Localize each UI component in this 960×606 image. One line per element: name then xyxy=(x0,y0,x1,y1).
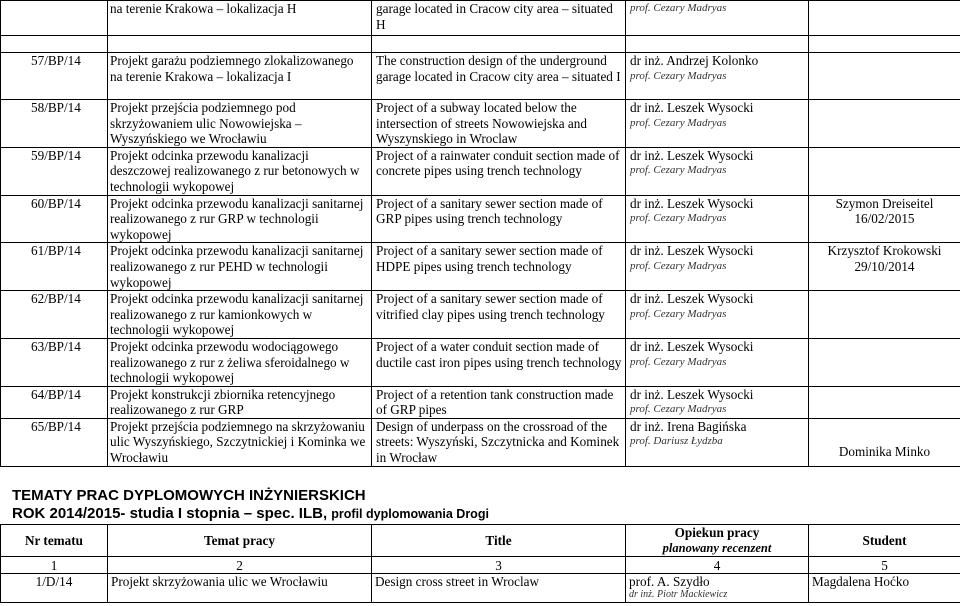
cosupervisor: dr inż. Piotr Mackiewicz xyxy=(629,589,728,600)
cosupervisor: prof. Cezary Madryas xyxy=(630,403,727,416)
topic-en: garage located in Cracow city area – situated H xyxy=(372,1,626,36)
supervisor: dr inż. Leszek Wysocki xyxy=(630,147,754,163)
table-header-row xyxy=(1,525,960,557)
cosupervisor: prof. Cezary Madryas xyxy=(630,2,727,14)
table-row xyxy=(1,195,960,243)
supervisors xyxy=(626,147,809,195)
topic-pl: Projekt garażu podziemnego zlokalizowanego na terenie Krakowa – lokalizacja I xyxy=(108,53,372,100)
student: Szymon Dreiseitel xyxy=(835,195,934,211)
student-cell xyxy=(809,147,960,195)
topic-en: Project of a subway located below the intersection of streets Nowowiejska and Wyszynskiego in Wroclaw xyxy=(372,100,626,148)
topic-pl: Projekt odcinka przewodu kanalizacji sanitarnej realizowanego z rur PEHD w technologii wykopowej xyxy=(108,243,372,291)
supervisors xyxy=(626,291,809,339)
header-student: Student xyxy=(809,525,960,557)
topic-pl: Projekt odcinka przewodu wodociągowego realizowanego z rur z żeliwa sferoidalnego w technologii wykopowej xyxy=(108,338,372,386)
cosupervisor: prof. Cezary Madryas xyxy=(630,164,727,177)
topic-nr: 62/BP/14 xyxy=(1,291,108,339)
topic-en: Project of a rainwater conduit section made of concrete pipes using trench technology xyxy=(372,147,626,195)
topic-pl: Projekt odcinka przewodu kanalizacji sanitarnej realizowanego z rur kamionkowych w technologii wykopowej xyxy=(108,291,372,339)
student-cell xyxy=(809,418,960,466)
topic-pl: Projekt skrzyżowania ulic we Wrocławiu xyxy=(108,574,372,603)
table-row-continued xyxy=(1,1,960,36)
student-cell xyxy=(809,100,960,148)
student: Dominika Minko xyxy=(838,444,931,460)
supervisors xyxy=(626,418,809,466)
assignment-date: 29/10/2014 xyxy=(854,258,915,274)
supervisors xyxy=(626,386,809,418)
student-cell xyxy=(809,195,960,243)
supervisor: dr inż. Leszek Wysocki xyxy=(630,243,754,259)
student-cell xyxy=(809,386,960,418)
supervisor: dr inż. Leszek Wysocki xyxy=(630,195,754,211)
topic-en: Project of a sanitary sewer section made of vitrified clay pipes using trench technology xyxy=(372,291,626,339)
supervisor: dr inż. Leszek Wysocki xyxy=(630,100,754,115)
table-row xyxy=(1,53,960,100)
topic-pl: Projekt przejścia podziemnego pod skrzyżowaniem ulic Nowowiejska – Wyszyńskiego we Wrocławiu xyxy=(108,100,372,148)
table-row xyxy=(1,243,960,291)
topic-nr: 58/BP/14 xyxy=(1,100,108,148)
supervisor: dr inż. Leszek Wysocki xyxy=(630,338,754,354)
topic-en: Design cross street in Wroclaw xyxy=(372,574,626,603)
topic-nr: 61/BP/14 xyxy=(1,243,108,291)
student-cell xyxy=(809,291,960,339)
supervisors xyxy=(626,338,809,386)
topic-nr: 60/BP/14 xyxy=(1,195,108,243)
cosupervisor: prof. Cezary Madryas xyxy=(630,307,727,320)
cosupervisor: prof. Cezary Madryas xyxy=(630,116,727,129)
topic-pl: Projekt odcinka przewodu kanalizacji deszczowej realizowanego z rur betonowych w technologii wykopowej xyxy=(108,147,372,195)
supervisor: prof. A. Szydło xyxy=(629,574,710,589)
header-temat: Temat pracy xyxy=(108,525,372,557)
topic-nr: 1/D/14 xyxy=(1,574,108,603)
supervisors xyxy=(626,100,809,148)
student: Krzysztof Krokowski xyxy=(827,243,942,259)
table-row xyxy=(1,418,960,466)
topic-nr: 57/BP/14 xyxy=(1,53,108,100)
topic-en: Project of a water conduit section made of ductile cast iron pipes using trench technology xyxy=(372,338,626,386)
header-opiekun: Opiekun pracy planowany recenzent xyxy=(626,525,809,557)
topic-nr: 65/BP/14 xyxy=(1,418,108,466)
supervisors xyxy=(626,53,809,100)
supervisors xyxy=(626,243,809,291)
supervisors xyxy=(626,574,809,603)
table-row xyxy=(1,100,960,148)
topic-en: The construction design of the underground garage located in Cracow city area – situated I xyxy=(372,53,626,100)
header-nr: Nr tematu xyxy=(1,525,108,557)
topic-nr: 64/BP/14 xyxy=(1,386,108,418)
table-gap-row xyxy=(1,36,960,53)
supervisor: dr inż. Leszek Wysocki xyxy=(630,291,754,307)
topic-pl: Projekt odcinka przewodu kanalizacji sanitarnej realizowanego z rur GRP w technologii wykopowej xyxy=(108,195,372,243)
student-cell xyxy=(809,338,960,386)
table-row xyxy=(1,386,960,418)
section-subtitle: ROK 2014/2015- studia I stopnia – spec. ILB, profil dyplomowania Drogi xyxy=(12,505,489,522)
student: Magdalena Hoćko xyxy=(809,574,960,603)
topic-en: Project of a sanitary sewer section made of GRP pipes using trench technology xyxy=(372,195,626,243)
supervisor: dr inż. Leszek Wysocki xyxy=(630,386,754,402)
cosupervisor: prof. Cezary Madryas xyxy=(630,212,727,225)
cosupervisor: prof. Cezary Madryas xyxy=(630,69,727,82)
cosupervisor: prof. Dariusz Łydzba xyxy=(630,435,723,448)
topic-pl: na terenie Krakowa – lokalizacja H xyxy=(108,1,372,36)
table-row xyxy=(1,147,960,195)
supervisors xyxy=(626,195,809,243)
topic-pl: Projekt przejścia podziemnego na skrzyżowaniu ulic Wyszyńskiego, Szczytnickiej i Kominka we Wrocławiu xyxy=(108,418,372,466)
cosupervisor: prof. Cezary Madryas xyxy=(630,259,727,272)
table-row xyxy=(1,291,960,339)
student-cell xyxy=(809,53,960,100)
topic-en: Design of underpass on the crossroad of the streets: Wyszyński, Szczytnicka and Kominek in Wrocław xyxy=(372,418,626,466)
table-row xyxy=(1,574,960,603)
section-title: TEMATY PRAC DYPLOMOWYCH INŻYNIERSKICH xyxy=(12,487,366,504)
topic-en: Project of a sanitary sewer section made of HDPE pipes using trench technology xyxy=(372,243,626,291)
cosupervisor: prof. Cezary Madryas xyxy=(630,355,727,368)
topic-nr: 59/BP/14 xyxy=(1,147,108,195)
topic-en: Project of a retention tank construction made of GRP pipes xyxy=(372,386,626,418)
supervisor: dr inż. Andrzej Kolonko xyxy=(630,53,759,68)
header-title: Title xyxy=(372,525,626,557)
column-number-row: 1 2 3 4 5 xyxy=(1,557,960,574)
student-cell xyxy=(809,243,960,291)
supervisors xyxy=(626,1,809,36)
supervisor: dr inż. Irena Bagińska xyxy=(630,418,747,434)
topic-pl: Projekt konstrukcji zbiornika retencyjnego realizowanego z rur GRP xyxy=(108,386,372,418)
assignment-date: 16/02/2015 xyxy=(854,211,915,227)
topic-nr: 63/BP/14 xyxy=(1,338,108,386)
drogi-table xyxy=(0,524,960,603)
table-row xyxy=(1,338,960,386)
